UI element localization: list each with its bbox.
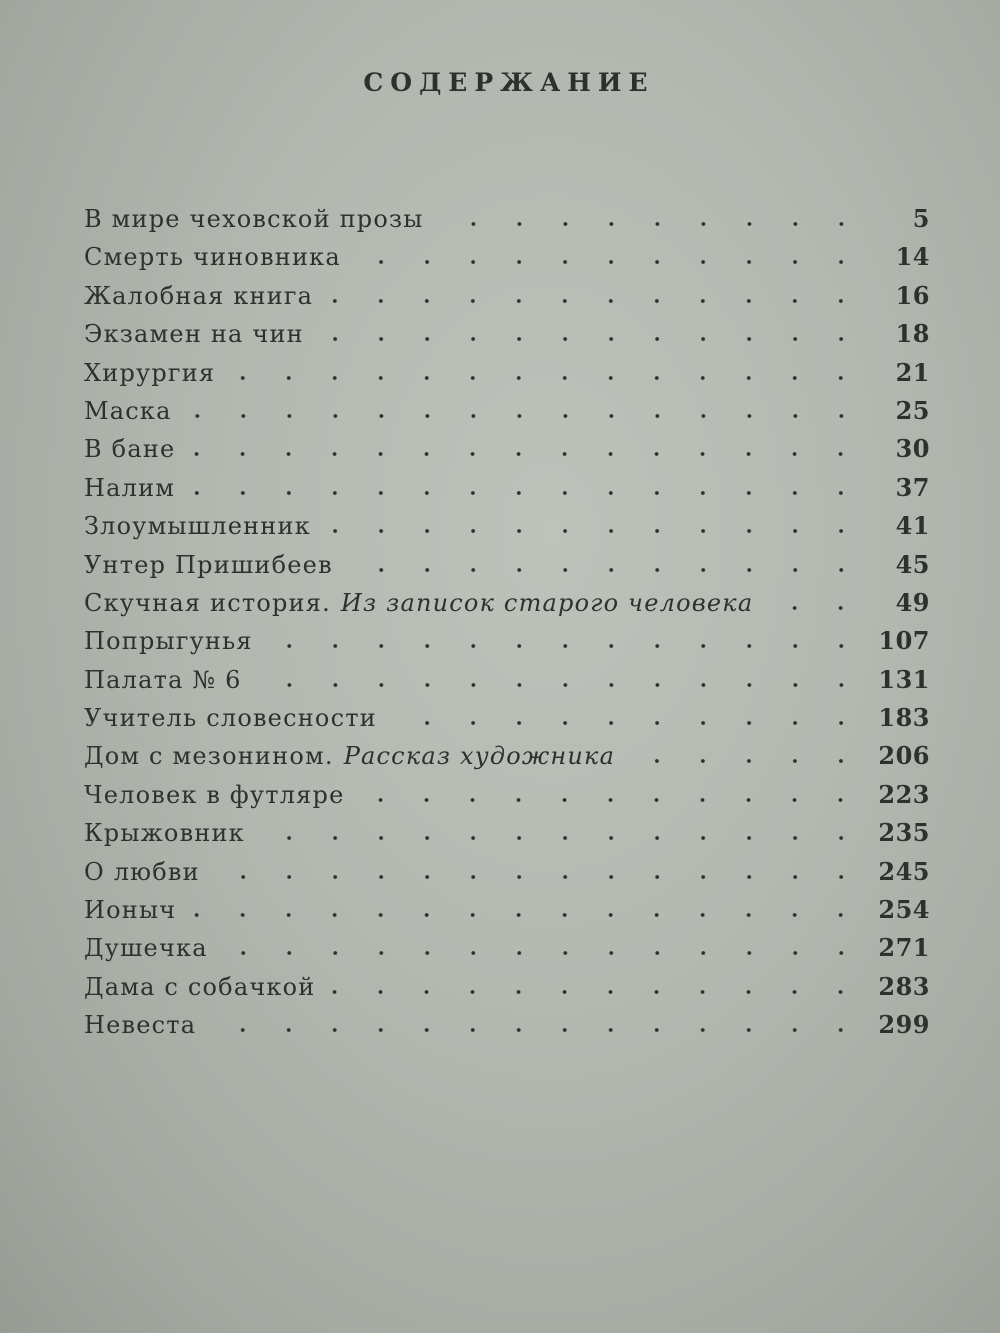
toc-entry-title xyxy=(84,207,434,231)
toc-entry-title-text: Попрыгунья xyxy=(84,627,253,656)
toc-entry-title-text: В бане xyxy=(84,435,176,464)
dot-leader xyxy=(231,375,864,381)
toc-entry-title xyxy=(84,742,625,771)
toc-entry xyxy=(84,190,930,231)
toc-entry-title-text: Дама с собачкой xyxy=(84,972,316,1001)
toc-entry-title xyxy=(84,396,182,425)
toc-entry-title xyxy=(84,665,252,694)
toc-entry-page-number: 206 xyxy=(878,741,930,771)
toc-entry xyxy=(84,768,930,809)
toc-entry-title-text: Хирургия xyxy=(84,358,216,387)
toc-entry-title-text: Палата № 6 xyxy=(84,665,242,694)
toc-entry-title-text: Жалобная книга xyxy=(84,281,314,310)
dot-leader xyxy=(331,989,864,995)
toc-entry-title xyxy=(84,627,263,656)
toc-entry-title-text: Душечка xyxy=(84,934,208,963)
toc-entry-page-number: 245 xyxy=(878,856,930,886)
toc-entry-page-number: 37 xyxy=(895,472,930,502)
toc-entry-title-text: Учитель словесности xyxy=(84,704,377,733)
toc-entry-title xyxy=(84,243,351,272)
dot-leader xyxy=(327,528,864,534)
toc-entry-page-number: 223 xyxy=(878,779,930,809)
toc-entry-title xyxy=(84,550,343,579)
dot-leader xyxy=(349,567,864,573)
toc-entry-page-number: 107 xyxy=(878,626,930,656)
toc-entry-title-text: Маска xyxy=(84,396,172,425)
dot-leader xyxy=(192,912,864,918)
toc-entry-title-text: Злоумышленник xyxy=(84,512,311,541)
toc-entry-title-text: Невеста xyxy=(84,1011,197,1040)
dot-leader xyxy=(224,950,864,956)
toc-entry-title xyxy=(84,512,321,541)
dot-leader xyxy=(357,259,864,265)
toc-entry-page-number: 25 xyxy=(895,395,930,425)
toc-entry-page-number: 49 xyxy=(895,587,930,617)
toc-entry-title-text: О любви xyxy=(84,857,200,886)
toc-entry-title xyxy=(84,281,323,310)
dot-leader xyxy=(261,835,864,841)
dot-leader xyxy=(191,451,864,457)
dot-leader xyxy=(216,874,864,880)
toc-entry-title-text: Унтер Пришибеев xyxy=(84,550,333,579)
dot-leader xyxy=(631,758,864,764)
toc-entry-title xyxy=(84,320,314,349)
toc-entry-title xyxy=(84,473,185,502)
dot-leader xyxy=(769,605,864,611)
dot-leader xyxy=(269,643,864,649)
toc-entry-title xyxy=(84,588,763,617)
toc-entry-page-number: 41 xyxy=(895,511,930,541)
toc-entry xyxy=(84,423,930,464)
toc-entry-title xyxy=(84,972,325,1001)
toc-entry-page-number: 14 xyxy=(895,242,930,272)
toc-entry xyxy=(84,999,930,1040)
table-of-contents xyxy=(84,190,930,1040)
toc-entry-page-number: 254 xyxy=(878,895,930,925)
toc-entry xyxy=(84,231,930,272)
toc-entry-page-number: 30 xyxy=(895,434,930,464)
toc-entry xyxy=(84,500,930,541)
toc-entry-page-number: 235 xyxy=(878,818,930,848)
toc-entry-title-text: Смерть чиновника xyxy=(84,243,341,272)
toc-entry-title xyxy=(84,780,354,809)
toc-entry xyxy=(84,845,930,886)
toc-entry-title xyxy=(84,896,186,925)
toc-entry xyxy=(84,615,930,656)
toc-entry xyxy=(84,922,930,963)
toc-entry-page-number: 271 xyxy=(878,933,930,963)
toc-entry-subtitle: Рассказ художника xyxy=(343,742,616,771)
toc-entry-title-text: В мире чеховской прозы xyxy=(84,205,424,233)
toc-entry-title xyxy=(84,934,218,963)
toc-entry xyxy=(84,692,930,733)
dot-leader xyxy=(393,720,864,726)
toc-entry-page-number: 16 xyxy=(895,280,930,310)
toc-entry-page-number: 21 xyxy=(895,357,930,387)
toc-entry-title-text: Ионыч xyxy=(84,896,177,925)
toc-entry-title-text: Налим xyxy=(84,473,176,502)
contents-heading: СОДЕРЖАНИЕ xyxy=(363,68,655,97)
toc-entry-title xyxy=(84,435,185,464)
dot-leader xyxy=(329,298,864,304)
toc-entry xyxy=(84,730,930,771)
toc-entry-subtitle: Из записок старого человека xyxy=(340,588,754,617)
toc-entry xyxy=(84,461,930,502)
toc-entry xyxy=(84,308,930,349)
toc-entry xyxy=(84,538,930,579)
toc-entry xyxy=(84,653,930,694)
dot-leader xyxy=(360,797,864,803)
toc-entry-page-number: 131 xyxy=(878,664,930,694)
toc-entry-title-text: Экзамен на чин xyxy=(84,320,304,349)
toc-entry xyxy=(84,385,930,423)
dot-leader xyxy=(212,1027,864,1033)
toc-entry xyxy=(84,884,930,925)
toc-entry-page-number: 283 xyxy=(878,971,930,1001)
toc-entry-title xyxy=(84,1011,206,1040)
toc-entry xyxy=(84,807,930,848)
toc-entry xyxy=(84,346,930,387)
toc-entry-page-number: 5 xyxy=(912,204,930,233)
toc-entry-title xyxy=(84,819,255,848)
toc-entry-page-number: 299 xyxy=(878,1010,930,1040)
toc-entry-title-text: Дом с мезонином. xyxy=(84,742,334,771)
toc-entry-title-text: Человек в футляре xyxy=(84,780,345,809)
toc-entry-title xyxy=(84,704,387,733)
dot-leader xyxy=(440,221,864,227)
toc-entry-page-number: 45 xyxy=(895,549,930,579)
toc-entry xyxy=(84,960,930,1001)
toc-entry-title-text: Крыжовник xyxy=(84,819,245,848)
toc-entry-page-number: 183 xyxy=(878,703,930,733)
toc-entry-title xyxy=(84,857,210,886)
toc-entry xyxy=(84,577,930,615)
toc-entry-title xyxy=(84,358,225,387)
dot-leader xyxy=(320,336,864,342)
toc-entry-title-text: Скучная история. xyxy=(84,588,331,617)
dot-leader xyxy=(258,682,864,688)
toc-entry-page-number: 18 xyxy=(895,319,930,349)
toc-entry xyxy=(84,269,930,310)
dot-leader xyxy=(188,413,864,419)
dot-leader xyxy=(191,490,864,496)
